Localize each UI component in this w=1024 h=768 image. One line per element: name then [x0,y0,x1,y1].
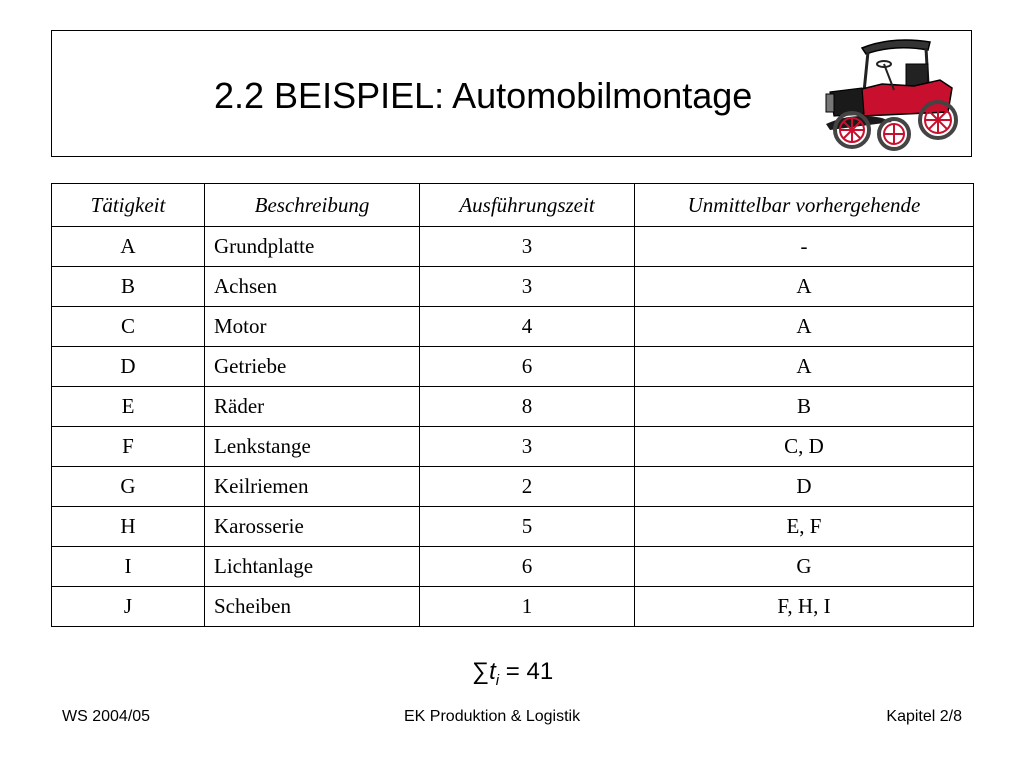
sum-variable: t [489,658,496,685]
activity-cell: A [52,227,205,267]
description-cell: Getriebe [205,347,420,387]
page-title: 2.2 BEISPIEL: Automobilmontage [214,75,753,116]
predecessor-cell: B [635,387,974,427]
table-row [52,427,974,467]
sum-symbol: ∑ [472,658,490,685]
predecessor-cell: A [635,307,974,347]
footer-chapter: Kapitel 2/8 [886,708,962,725]
description-cell: Scheiben [205,587,420,627]
table-row [52,307,974,347]
footer-semester: WS 2004/05 [62,708,151,725]
description-cell: Motor [205,307,420,347]
activity-cell: H [52,507,205,547]
activity-cell: E [52,387,205,427]
title-box [51,30,972,157]
table-row [52,587,974,627]
predecessor-cell: F, H, I [635,587,974,627]
activity-cell: J [52,587,205,627]
table-row [52,267,974,307]
predecessor-cell: D [635,467,974,507]
duration-cell: 3 [420,267,635,307]
sum-value: = 41 [499,658,554,685]
column-header-description: Beschreibung [205,184,420,227]
predecessor-cell: A [635,347,974,387]
predecessor-cell: A [635,267,974,307]
duration-cell: 2 [420,467,635,507]
duration-cell: 3 [420,427,635,467]
description-cell: Räder [205,387,420,427]
activity-cell: I [52,547,205,587]
activity-table [51,183,974,627]
description-cell: Lichtanlage [205,547,420,587]
table-row [52,547,974,587]
vintage-car-icon [822,34,967,152]
table-row [52,467,974,507]
description-cell: Achsen [205,267,420,307]
predecessor-cell: E, F [635,507,974,547]
table-row [52,227,974,267]
activity-cell: F [52,427,205,467]
activity-cell: G [52,467,205,507]
column-header-activity: Tätigkeit [52,184,205,227]
predecessor-cell: C, D [635,427,974,467]
predecessor-cell: G [635,547,974,587]
description-cell: Keilriemen [205,467,420,507]
predecessor-cell: - [635,227,974,267]
description-cell: Karosserie [205,507,420,547]
sum-formula [472,658,553,689]
description-cell: Lenkstange [205,427,420,467]
column-header-predecessors: Unmittelbar vorhergehende [635,184,974,227]
footer-course: EK Produktion & Logistik [404,708,581,725]
duration-cell: 6 [420,347,635,387]
column-header-duration: Ausführungszeit [420,184,635,227]
duration-cell: 1 [420,587,635,627]
duration-cell: 6 [420,547,635,587]
description-cell: Grundplatte [205,227,420,267]
table-row [52,507,974,547]
table-row [52,347,974,387]
table-row [52,387,974,427]
table-header-row [52,184,974,227]
activity-cell: D [52,347,205,387]
activity-cell: B [52,267,205,307]
duration-cell: 4 [420,307,635,347]
duration-cell: 3 [420,227,635,267]
activity-cell: C [52,307,205,347]
duration-cell: 8 [420,387,635,427]
duration-cell: 5 [420,507,635,547]
sum-subscript: i [495,671,500,689]
